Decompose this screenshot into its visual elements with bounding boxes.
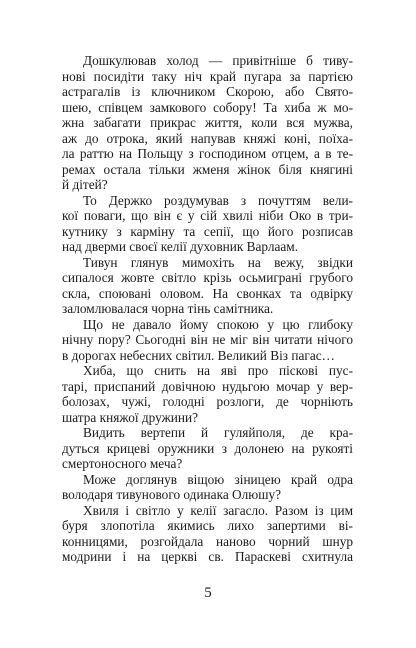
text-line: Тивун глянув мимохіть на вежу, звідки [83, 254, 353, 270]
text-line: шатра княжої дружини? [62, 409, 199, 425]
text-line: конницями, розгойдала наново чорний шнур [62, 533, 353, 549]
page-number: 5 [204, 585, 212, 601]
text-line: нові посидіти таку ніч край пугара за партією [62, 68, 353, 84]
text-line: над дверми своєї келії духовник Варлаам. [62, 239, 299, 254]
text-line: тарі, приспаний довічною нудьгою мочар у вер- [62, 378, 353, 394]
text-line: скла, споювані оловом. На свонках та одвірку [62, 285, 353, 301]
text-line: Хвиля і світло у келії загасло. Разом із цим [83, 502, 353, 518]
text-line: буря злопотіла якимись лихо запертими ві- [62, 518, 353, 533]
text-line: шею, співцем замкового собору! Та хиба ж мо- [62, 99, 353, 115]
paragraph [62, 472, 353, 503]
text-line: астрагалів із ключником Скорою, або Свято- [62, 84, 353, 99]
text-line: сипалося жовте світло крізь осьмиграні грубого [62, 270, 353, 285]
text-line: смертоносного меча? [62, 456, 183, 471]
text-line: жна забагати прикрас життя, коли вся мужва, [62, 115, 353, 130]
text-line: Що не давало йому спокою у цю глибоку [83, 316, 353, 332]
paragraph [62, 255, 353, 317]
text-line: ремах остала тільки жменя жінок біля княгині [62, 161, 353, 177]
text-line: дуться крицеві оружники з долонею на рукояті [62, 440, 353, 456]
text-line: Хиба, що снить на яві про піскові пус- [83, 363, 353, 378]
body-text [62, 53, 353, 565]
paragraph [62, 317, 353, 364]
text-line: володаря тивунового одинака Олюшу? [62, 487, 282, 502]
text-line: кої поваги, що він є у сій хвилі ніби Око в три- [62, 208, 353, 223]
paragraph [62, 193, 353, 255]
paragraph [62, 503, 353, 565]
text-line: То Держко роздумував з почуттям вели- [83, 192, 353, 208]
text-line: кутнику з карміну та сепії, що його розписав [62, 223, 353, 239]
text-line: болозах, чужі, голодні розлоги, де чорніють [62, 394, 353, 409]
paragraph [62, 425, 353, 472]
text-line: заломлювалася чорна тінь самітника. [62, 301, 274, 316]
text-line: аж до отрока, який напував княжі коні, поїха- [62, 130, 353, 146]
text-line: Видить вертепи й гуляйполя, де кра- [83, 425, 353, 440]
text-line: ла раттю на Польщу з господином отцем, а в те- [62, 146, 353, 161]
text-line: в дорогах небесних світил. Великий Віз пагас… [62, 347, 335, 363]
text-line: нічну пору? Сьогодні він не міг він читати нічого [62, 332, 353, 347]
paragraph [62, 53, 353, 193]
text-line: Може доглянув віщою зіницею край одра [83, 471, 353, 487]
paragraph [62, 363, 353, 425]
text-line: модрини і на церкві св. Параскеві схитнула [62, 549, 353, 564]
text-line: Дошкулював холод — привітніше б тиву- [83, 53, 353, 68]
text-line: й дітей? [62, 177, 108, 192]
